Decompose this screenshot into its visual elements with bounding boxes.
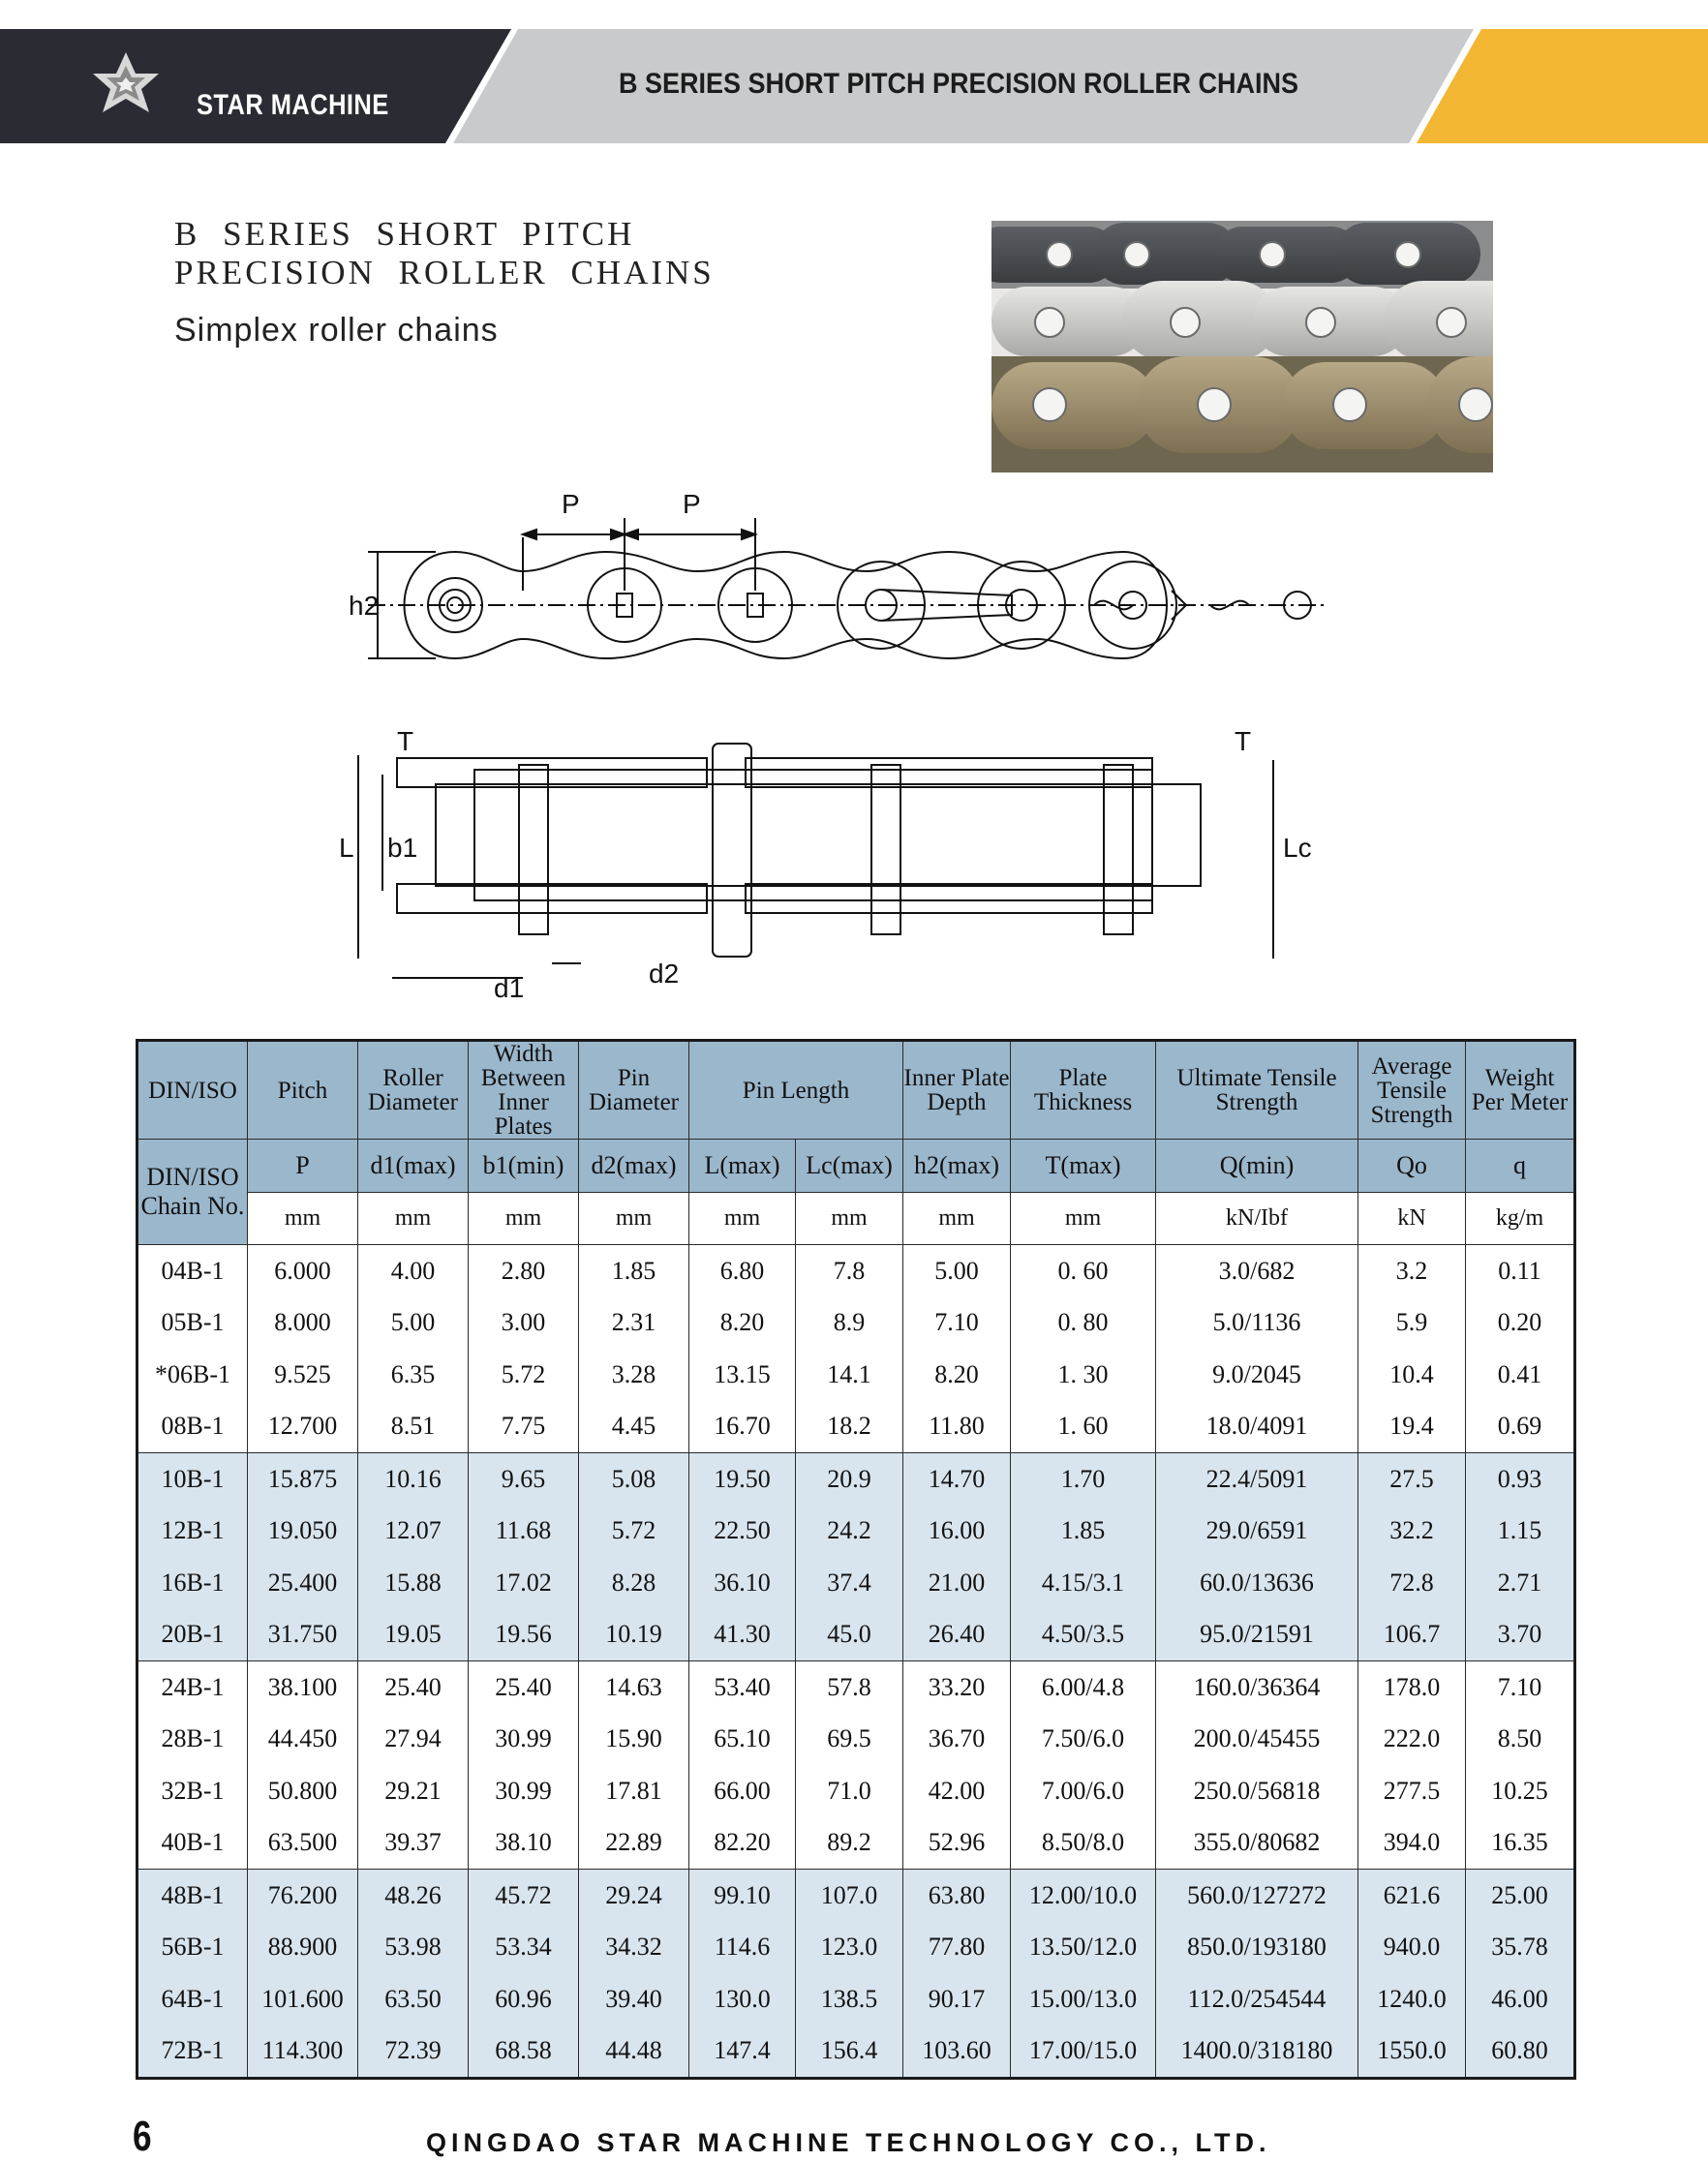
dim-label-p1: P [562,489,580,519]
table-cell: 99.10 [689,1870,796,1922]
table-cell: 1. 30 [1011,1349,1156,1401]
header-weight-per-meter: Weight Per Meter [1466,1041,1575,1140]
table-cell: 68.58 [469,2025,579,2079]
dim-label-d2: d2 [649,959,680,989]
table-cell: 32.2 [1358,1506,1466,1558]
table-cell: 1240.0 [1358,1973,1466,2025]
table-cell: 13.50/12.0 [1011,1922,1156,1974]
header-average-tensile-strength: Average Tensile Strength [1358,1041,1466,1140]
table-cell: 16B-1 [137,1557,248,1609]
table-cell: 5.72 [579,1506,689,1558]
table-row [137,1765,1575,1817]
header-pin-length: Pin Length [689,1041,903,1140]
table-cell: 72.8 [1358,1557,1466,1609]
table-cell: 14.70 [903,1453,1011,1506]
symbol-p: P [248,1140,358,1193]
unit-cell: mm [469,1193,579,1245]
dim-label-b1: b1 [387,833,418,863]
table-cell: 147.4 [689,2025,796,2079]
table-cell: 8.28 [579,1557,689,1609]
table-cell: 27.5 [1358,1453,1466,1506]
table-cell: 22.4/5091 [1156,1453,1358,1506]
table-cell: 6.000 [248,1245,358,1297]
table-row [137,2025,1575,2079]
table-cell: 5.0/1136 [1156,1297,1358,1350]
dim-label-p2: P [683,489,701,519]
table-cell: 38.10 [469,1817,579,1870]
table-cell: 60.96 [469,1973,579,2025]
unit-cell: mm [689,1193,796,1245]
table-cell: 8.9 [796,1297,903,1350]
header-inner-plate-depth: Inner Plate Depth [903,1041,1011,1140]
page-number: 6 [133,2113,152,2160]
header-row-symbols [137,1140,1575,1193]
table-cell: 3.0/682 [1156,1245,1358,1297]
table-cell: 3.28 [579,1349,689,1401]
table-cell: 77.80 [903,1922,1011,1974]
table-cell: 355.0/80682 [1156,1817,1358,1870]
table-cell: 0.20 [1466,1297,1575,1350]
header-din-iso: DIN/ISO [137,1041,248,1140]
table-cell: 200.0/45455 [1156,1714,1358,1766]
table-cell: 27.94 [358,1714,469,1766]
table-cell: 9.525 [248,1349,358,1401]
table-cell: 940.0 [1358,1922,1466,1974]
page-subheading: Simplex roller chains [174,312,499,349]
table-cell: 4.45 [579,1401,689,1453]
table-cell: 35.78 [1466,1922,1575,1974]
table-cell: 7.10 [1466,1661,1575,1714]
table-cell: 4.50/3.5 [1011,1609,1156,1661]
chain-photo [991,221,1493,472]
table-cell: 250.0/56818 [1156,1765,1358,1817]
table-cell: 33.20 [903,1661,1011,1714]
brand-name: STAR MACHINE [197,89,389,121]
table-cell: 2.80 [469,1245,579,1297]
table-cell: 72B-1 [137,2025,248,2079]
table-cell: 18.2 [796,1401,903,1453]
unit-cell: mm [903,1193,1011,1245]
table-cell: 3.00 [469,1297,579,1350]
header-width-between-inner-plates: Width Between Inner Plates [469,1041,579,1140]
header-plate-thickness: Plate Thickness [1011,1041,1156,1140]
table-cell: 42.00 [903,1765,1011,1817]
symbol-d1: d1(max) [358,1140,469,1193]
symbol-q-min: Q(min) [1156,1140,1358,1193]
table-cell: 1550.0 [1358,2025,1466,2079]
table-cell: 6.35 [358,1349,469,1401]
table-cell: 10.25 [1466,1765,1575,1817]
unit-cell: kN [1358,1193,1466,1245]
table-cell: 24.2 [796,1506,903,1558]
table-row [137,1817,1575,1870]
table-cell: 45.0 [796,1609,903,1661]
table-cell: 15.875 [248,1453,358,1506]
symbol-q: q [1466,1140,1575,1193]
table-cell: 6.00/4.8 [1011,1661,1156,1714]
table-cell: 0.41 [1466,1349,1575,1401]
table-cell: 13.15 [689,1349,796,1401]
table-cell: 9.0/2045 [1156,1349,1358,1401]
table-cell: 64B-1 [137,1973,248,2025]
table-cell: 5.08 [579,1453,689,1506]
table-cell: 30.99 [469,1765,579,1817]
unit-cell: mm [1011,1193,1156,1245]
table-cell: 60.80 [1466,2025,1575,2079]
table-cell: 4.15/3.1 [1011,1557,1156,1609]
table-cell: 66.00 [689,1765,796,1817]
table-cell: 10.16 [358,1453,469,1506]
table-row [137,1401,1575,1453]
table-cell: 90.17 [903,1973,1011,2025]
table-cell: 19.50 [689,1453,796,1506]
table-cell: 5.9 [1358,1297,1466,1350]
table-cell: 34.32 [579,1922,689,1974]
table-cell: 103.60 [903,2025,1011,2079]
table-cell: 8.20 [903,1349,1011,1401]
symbol-b1: b1(min) [469,1140,579,1193]
chain-technical-drawing [329,484,1346,1007]
table-cell: 112.0/254544 [1156,1973,1358,2025]
unit-cell: mm [796,1193,903,1245]
table-cell: 130.0 [689,1973,796,2025]
table-cell: 8.50/8.0 [1011,1817,1156,1870]
table-cell: 12.00/10.0 [1011,1870,1156,1922]
table-cell: 88.900 [248,1922,358,1974]
table-cell: 4.00 [358,1245,469,1297]
table-cell: 26.40 [903,1609,1011,1661]
table-cell: 17.00/15.0 [1011,2025,1156,2079]
dim-label-lc: Lc [1283,833,1312,863]
table-cell: 20.9 [796,1453,903,1506]
table-cell: 2.71 [1466,1557,1575,1609]
table-cell: 18.0/4091 [1156,1401,1358,1453]
unit-cell: kg/m [1466,1193,1575,1245]
symbol-t: T(max) [1011,1140,1156,1193]
symbol-d2: d2(max) [579,1140,689,1193]
table-cell: 48B-1 [137,1870,248,1922]
table-cell: 69.5 [796,1714,903,1766]
table-cell: 25.00 [1466,1870,1575,1922]
unit-cell: mm [358,1193,469,1245]
table-cell: 114.6 [689,1922,796,1974]
table-cell: 16.70 [689,1401,796,1453]
company-footer: QINGDAO STAR MACHINE TECHNOLOGY CO., LTD. [426,2128,1271,2157]
header-chain-no: DIN/ISO Chain No. [137,1140,248,1245]
table-row [137,1349,1575,1401]
symbol-h2: h2(max) [903,1140,1011,1193]
header-row-names [137,1041,1575,1140]
table-cell: 277.5 [1358,1765,1466,1817]
table-cell: 0.69 [1466,1401,1575,1453]
table-cell: 1400.0/318180 [1156,2025,1358,2079]
table-cell: 621.6 [1358,1870,1466,1922]
table-cell: 101.600 [248,1973,358,2025]
table-cell: 56B-1 [137,1922,248,1974]
dim-label-t2: T [1235,726,1252,756]
table-cell: 1.70 [1011,1453,1156,1506]
table-cell: 7.8 [796,1245,903,1297]
table-cell: 394.0 [1358,1817,1466,1870]
table-cell: 6.80 [689,1245,796,1297]
table-cell: 5.00 [903,1245,1011,1297]
table-cell: 222.0 [1358,1714,1466,1766]
header-row-units [137,1193,1575,1245]
table-row [137,1506,1575,1558]
table-cell: 29.21 [358,1765,469,1817]
table-cell: 0.11 [1466,1245,1575,1297]
table-cell: 40B-1 [137,1817,248,1870]
header-ultimate-tensile-strength: Ultimate Tensile Strength [1156,1041,1358,1140]
unit-cell: mm [579,1193,689,1245]
table-cell: 46.00 [1466,1973,1575,2025]
table-cell: 72.39 [358,2025,469,2079]
dim-label-l: L [339,833,354,863]
table-cell: 850.0/193180 [1156,1922,1358,1974]
table-cell: 156.4 [796,2025,903,2079]
table-cell: 14.1 [796,1349,903,1401]
table-cell: 0. 80 [1011,1297,1156,1350]
table-cell: 36.70 [903,1714,1011,1766]
table-cell: 39.37 [358,1817,469,1870]
table-row [137,1245,1575,1297]
table-cell: 12.07 [358,1506,469,1558]
table-cell: 5.72 [469,1349,579,1401]
table-cell: 19.050 [248,1506,358,1558]
table-cell: 8.50 [1466,1714,1575,1766]
table-cell: 25.400 [248,1557,358,1609]
table-cell: 0. 60 [1011,1245,1156,1297]
table-cell: 29.0/6591 [1156,1506,1358,1558]
table-cell: 45.72 [469,1870,579,1922]
table-cell: 36.10 [689,1557,796,1609]
table-cell: 16.00 [903,1506,1011,1558]
table-cell: 32B-1 [137,1765,248,1817]
table-cell: 3.2 [1358,1245,1466,1297]
table-cell: 114.300 [248,2025,358,2079]
table-cell: 15.90 [579,1714,689,1766]
table-cell: 63.50 [358,1973,469,2025]
symbol-l: L(max) [689,1140,796,1193]
table-cell: 63.500 [248,1817,358,1870]
table-cell: 1.15 [1466,1506,1575,1558]
dim-label-d1: d1 [494,973,525,1003]
unit-cell: kN/Ibf [1156,1193,1358,1245]
table-cell: 12B-1 [137,1506,248,1558]
table-cell: 7.00/6.0 [1011,1765,1156,1817]
header-pitch: Pitch [248,1041,358,1140]
table-cell: 29.24 [579,1870,689,1922]
table-cell: 50.800 [248,1765,358,1817]
table-cell: 31.750 [248,1609,358,1661]
table-cell: 19.05 [358,1609,469,1661]
table-cell: 123.0 [796,1922,903,1974]
table-cell: 15.88 [358,1557,469,1609]
table-row [137,1714,1575,1766]
table-cell: 25.40 [469,1661,579,1714]
table-cell: 14.63 [579,1661,689,1714]
table-cell: 95.0/21591 [1156,1609,1358,1661]
table-cell: 08B-1 [137,1401,248,1453]
table-cell: 7.50/6.0 [1011,1714,1156,1766]
table-cell: 0.93 [1466,1453,1575,1506]
table-row [137,1453,1575,1506]
table-cell: 7.75 [469,1401,579,1453]
table-cell: 30.99 [469,1714,579,1766]
table-cell: 16.35 [1466,1817,1575,1870]
table-cell: 10.19 [579,1609,689,1661]
table-cell: 65.10 [689,1714,796,1766]
table-cell: 15.00/13.0 [1011,1973,1156,2025]
table-cell: 107.0 [796,1870,903,1922]
table-cell: 44.450 [248,1714,358,1766]
table-cell: 1. 60 [1011,1401,1156,1453]
table-cell: 8.51 [358,1401,469,1453]
table-cell: 8.000 [248,1297,358,1350]
table-cell: 41.30 [689,1609,796,1661]
header-title: B SERIES SHORT PITCH PRECISION ROLLER CHAINS [618,68,1299,100]
table-row [137,1661,1575,1714]
table-cell: 5.00 [358,1297,469,1350]
table-cell: 8.20 [689,1297,796,1350]
table-cell: 89.2 [796,1817,903,1870]
table-cell: 17.02 [469,1557,579,1609]
table-cell: 10.4 [1358,1349,1466,1401]
table-cell: 3.70 [1466,1609,1575,1661]
dim-label-h2: h2 [349,591,380,621]
table-cell: 63.80 [903,1870,1011,1922]
table-cell: 10B-1 [137,1453,248,1506]
table-cell: 71.0 [796,1765,903,1817]
table-cell: 2.31 [579,1297,689,1350]
table-cell: 04B-1 [137,1245,248,1297]
table-cell: 1.85 [1011,1506,1156,1558]
table-cell: 20B-1 [137,1609,248,1661]
table-cell: *06B-1 [137,1349,248,1401]
table-cell: 52.96 [903,1817,1011,1870]
table-cell: 53.40 [689,1661,796,1714]
table-cell: 1.85 [579,1245,689,1297]
table-cell: 38.100 [248,1661,358,1714]
header-roller-diameter: Roller Diameter [358,1041,469,1140]
table-cell: 24B-1 [137,1661,248,1714]
table-cell: 178.0 [1358,1661,1466,1714]
page-heading: B SERIES SHORT PITCH PRECISION ROLLER CHAINS [174,215,715,291]
table-cell: 22.89 [579,1817,689,1870]
table-cell: 25.40 [358,1661,469,1714]
table-cell: 11.80 [903,1401,1011,1453]
table-cell: 53.34 [469,1922,579,1974]
table-cell: 9.65 [469,1453,579,1506]
table-cell: 44.48 [579,2025,689,2079]
dim-label-t1: T [397,726,414,756]
table-row [137,1609,1575,1661]
table-cell: 160.0/36364 [1156,1661,1358,1714]
table-cell: 138.5 [796,1973,903,2025]
table-row [137,1557,1575,1609]
table-cell: 560.0/127272 [1156,1870,1358,1922]
table-cell: 22.50 [689,1506,796,1558]
table-row [137,1973,1575,2025]
table-cell: 60.0/13636 [1156,1557,1358,1609]
table-cell: 37.4 [796,1557,903,1609]
table-cell: 17.81 [579,1765,689,1817]
table-cell: 7.10 [903,1297,1011,1350]
table-cell: 48.26 [358,1870,469,1922]
table-cell: 57.8 [796,1661,903,1714]
symbol-qo: Qo [1358,1140,1466,1193]
table-cell: 05B-1 [137,1297,248,1350]
table-cell: 82.20 [689,1817,796,1870]
table-cell: 21.00 [903,1557,1011,1609]
table-row [137,1870,1575,1922]
table-row [137,1922,1575,1974]
table-cell: 11.68 [469,1506,579,1558]
table-row [137,1297,1575,1350]
spec-table [136,1039,1576,2080]
table-cell: 28B-1 [137,1714,248,1766]
symbol-lc: Lc(max) [796,1140,903,1193]
header-pin-diameter: Pin Diameter [579,1041,689,1140]
unit-cell: mm [248,1193,358,1245]
table-cell: 76.200 [248,1870,358,1922]
table-cell: 19.56 [469,1609,579,1661]
table-cell: 39.40 [579,1973,689,2025]
table-cell: 106.7 [1358,1609,1466,1661]
table-cell: 53.98 [358,1922,469,1974]
table-cell: 19.4 [1358,1401,1466,1453]
table-cell: 12.700 [248,1401,358,1453]
